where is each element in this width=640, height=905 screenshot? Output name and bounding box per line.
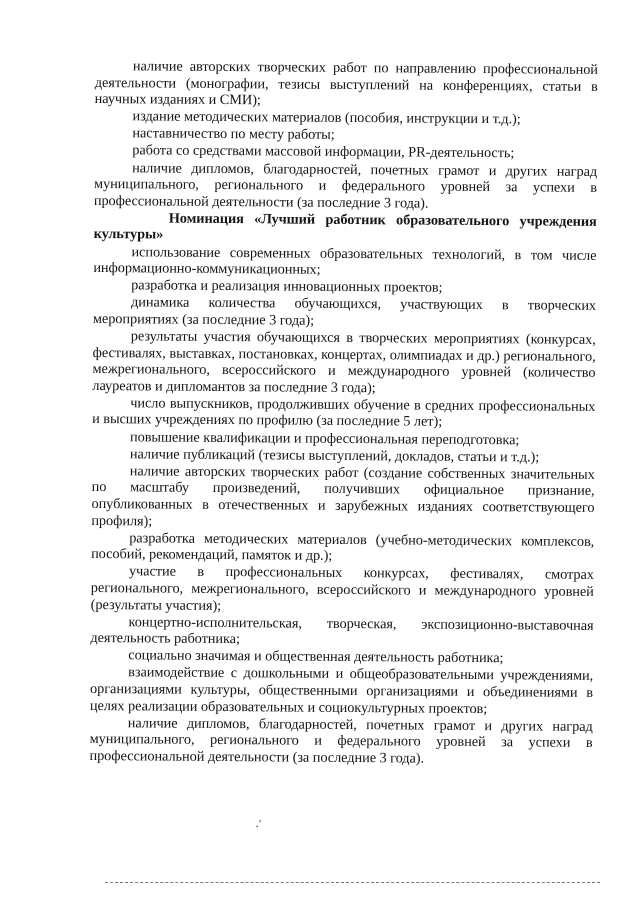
paragraph-awards-second: наличие дипломов, благодарностей, почетных грамот и других наград муниципального, регионального и федерального уровней за успехи в профессиональной деятельности (за последние 3 года). [89, 714, 593, 767]
paragraph-technologies: использование современных образовательных технологий, в том числе информационно-коммуникационных; [93, 243, 597, 278]
paragraph-contests: участие в профессиональных конкурсах, фестивалях, смотрах регионального, межрегионального, всероссийского и международного уровней (результаты участия); [90, 563, 595, 614]
paragraph-mentoring: наставничество по месту работы; [132, 125, 335, 144]
paragraph-media-work: работа со средствами массовой информации, PR-деятельность; [132, 142, 515, 162]
paragraph-publications: наличие публикаций (тезисы выступлений, докладов, статьи и т.д.); [129, 445, 540, 466]
paragraph-student-dynamics: динамика количества обучающихся, участвующих в творческих мероприятиях (за последние 3 года); [92, 294, 597, 329]
nomination-heading: Номинация «Лучший работник образовательного учреждения культуры» [93, 210, 597, 243]
stray-mark: ·´ [252, 816, 266, 835]
paragraph-creative-works: наличие авторских творческих работ (создание собственных значительных по масштабу произведений, получивших официальное признание, опубликованных в отечественных и зарубежных изданиях соответствующего профиля); [91, 463, 595, 529]
paragraph-graduates: число выпускников, продолживших обучение в средних профессиональных и высших учреждениях по профилю (за последние 5 лет); [92, 395, 596, 431]
paragraph-concert-activity: концертно-исполнительская, творческая, экспозиционно-выставочная деятельность работника; [90, 613, 594, 648]
paragraph-social-activity: социально значимая и общественная деятельность работника; [128, 647, 504, 667]
bottom-dashed-rule [105, 882, 600, 885]
paragraph-method-materials: издание методических материалов (пособия, инструкции и т.д.); [132, 108, 521, 128]
paragraph-method-development: разработка методических материалов (учебно-методических комплексов, пособий, рекомендаций, памяток и др.); [91, 529, 595, 565]
paragraph-innovation-projects: разработка и реализация инновационных проектов; [131, 277, 443, 296]
paragraph-student-results: результаты участия обучающихся в творческих мероприятиях (конкурсах, фестивалях, выставках, постановках, концертах, олимпиадах и др.) регионального, межрегионального, всероссийского и международного уровней (количество лауреатов и дипломантов за последние 3 года); [92, 328, 596, 396]
paragraph-qualification: повышение квалификации и профессиональная переподготовка; [129, 428, 520, 448]
paragraph-author-works: наличие авторских творческих работ по направлению профессиональной деятельности (монографии, тезисы выступлений на конференциях, статьи в научных изданиях и СМИ); [94, 58, 598, 109]
paragraph-cooperation: взаимодействие с дошкольными и общеобразовательными учреждениями, организациями культуры, общественными организациями и объединениями в целях реализации образовательных и социокультурных проектов; [89, 664, 594, 717]
paragraph-awards-first: наличие дипломов, благодарностей, почетных грамот и других наград муниципального, регионального и федерального уровней за успехи в профессиональной деятельности (за последние 3 года). [93, 159, 598, 212]
document-page [89, 58, 598, 769]
